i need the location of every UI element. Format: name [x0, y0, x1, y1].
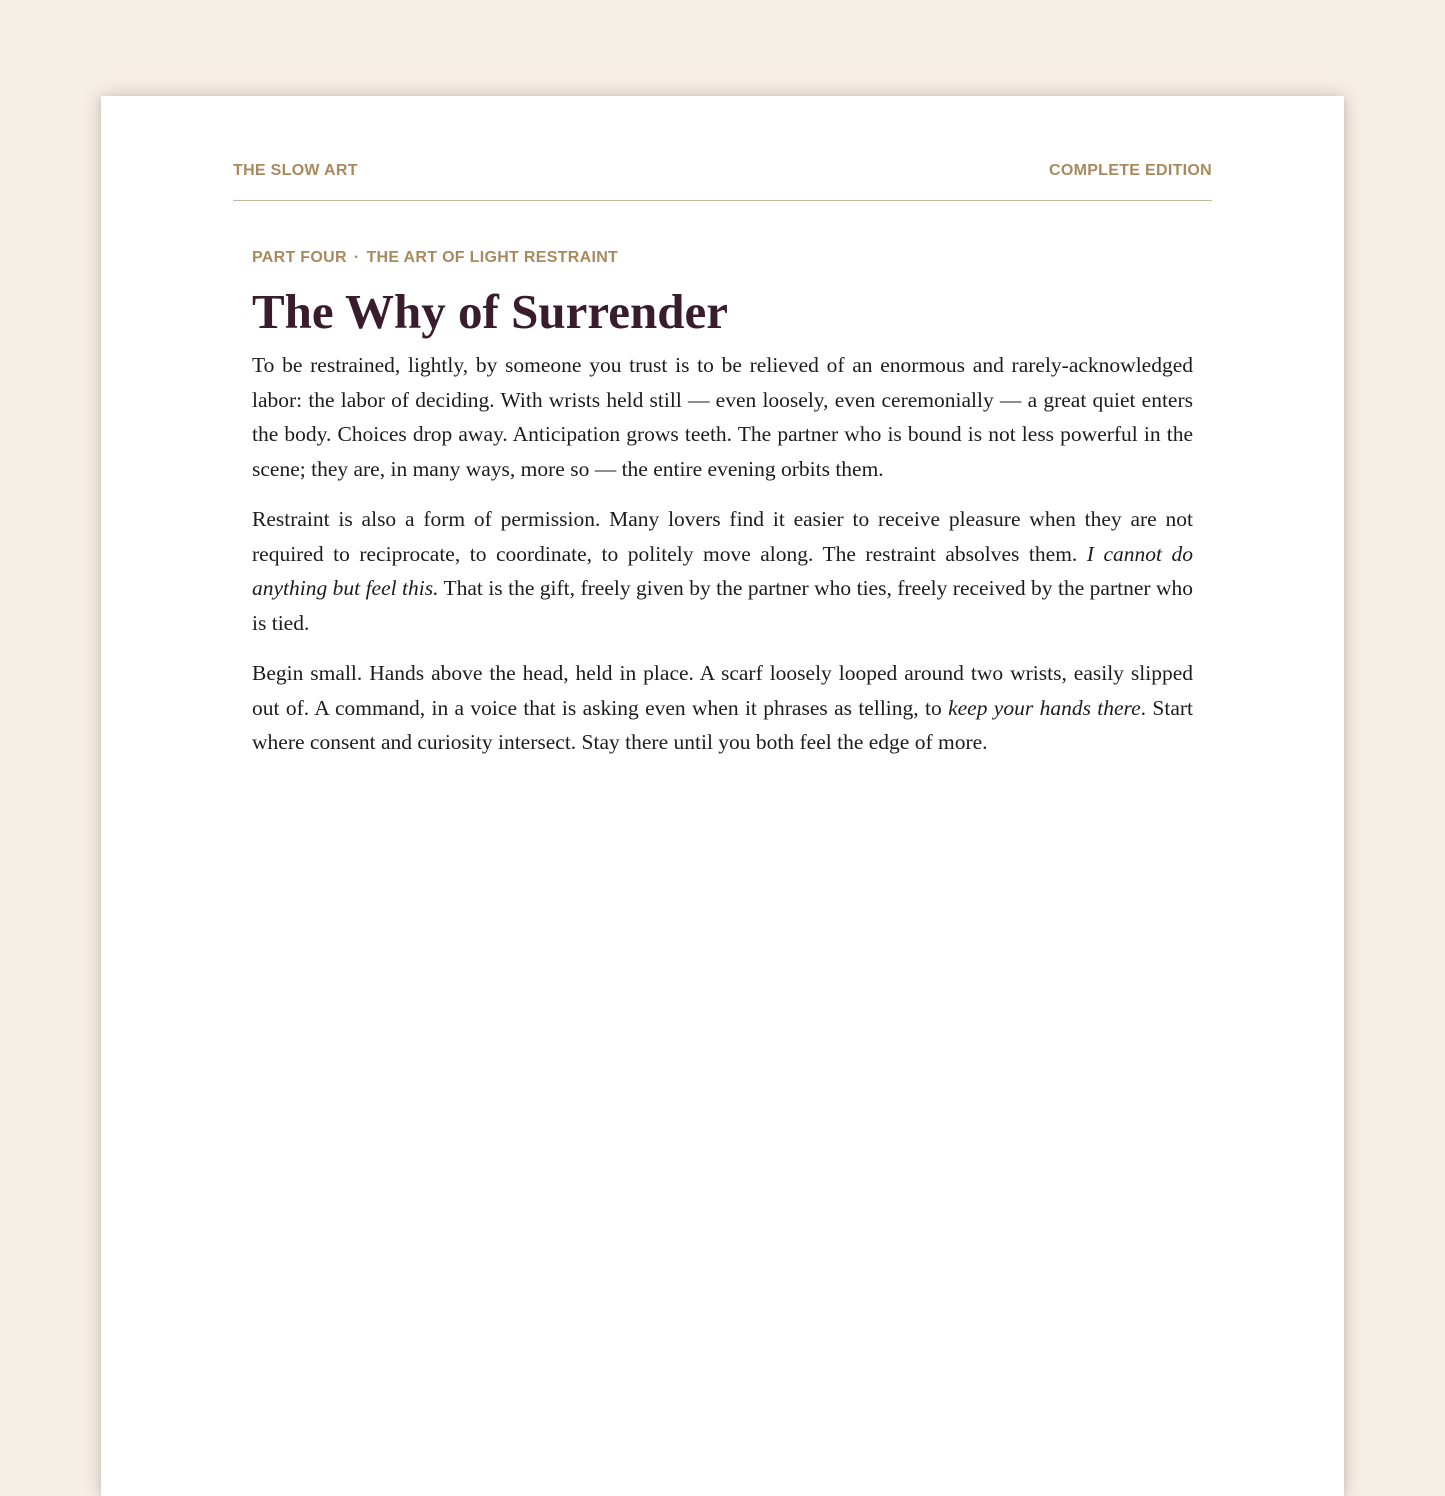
- chapter-body: [252, 348, 1193, 760]
- part-label: PART FOUR: [252, 249, 347, 266]
- paragraph-2-text-a: Restraint is also a form of permission. Many lovers find it easier to receive pleasure when they are not required to reciprocate, to coordinate, to politely move along. The restraint absolves them.: [252, 507, 1193, 566]
- paragraph-3-text-a: Begin small. Hands above the head, held in place. A scarf loosely looped around two wrists, easily slipped out of. A command, in a voice that is asking even when it phrases as telling, to: [252, 661, 1193, 720]
- book-title-header: THE SLOW ART: [233, 162, 358, 179]
- paragraph-3-emphasis: keep your hands there: [948, 695, 1141, 720]
- running-head: [233, 160, 1212, 201]
- paragraph-2: [252, 502, 1193, 640]
- paragraph-3: [252, 656, 1193, 760]
- paragraph-3-text-b: . Start where consent and curiosity intersect. Stay there until you both feel the edge of more.: [252, 695, 1194, 754]
- chapter-title: The Why of Surrender: [252, 284, 728, 339]
- kicker-separator: ·: [353, 249, 360, 266]
- paragraph-2-text-b: That is the gift, freely given by the partner who ties, freely received by the partner who is tied.: [252, 576, 1193, 635]
- edition-header: COMPLETE EDITION: [1048, 162, 1212, 179]
- section-kicker: [252, 246, 1193, 270]
- paragraph-1: To be restrained, lightly, by someone you trust is to be relieved of an enormous and rarely-acknowledged labor: the labor of deciding. With wrists held still — even loosely, even ceremonially — a great quiet enters the body. Choices drop away. Anticipation grows teeth. The partner who is bound is not less powerful in the scene; they are, in many ways, more so — the entire evening orbits them.: [252, 353, 1193, 481]
- section-label: THE ART OF LIGHT RESTRAINT: [366, 249, 619, 266]
- chapter-content: [252, 246, 1193, 776]
- book-page: [101, 96, 1344, 1496]
- paragraph-2-emphasis: I cannot do anything but feel this.: [252, 541, 1193, 600]
